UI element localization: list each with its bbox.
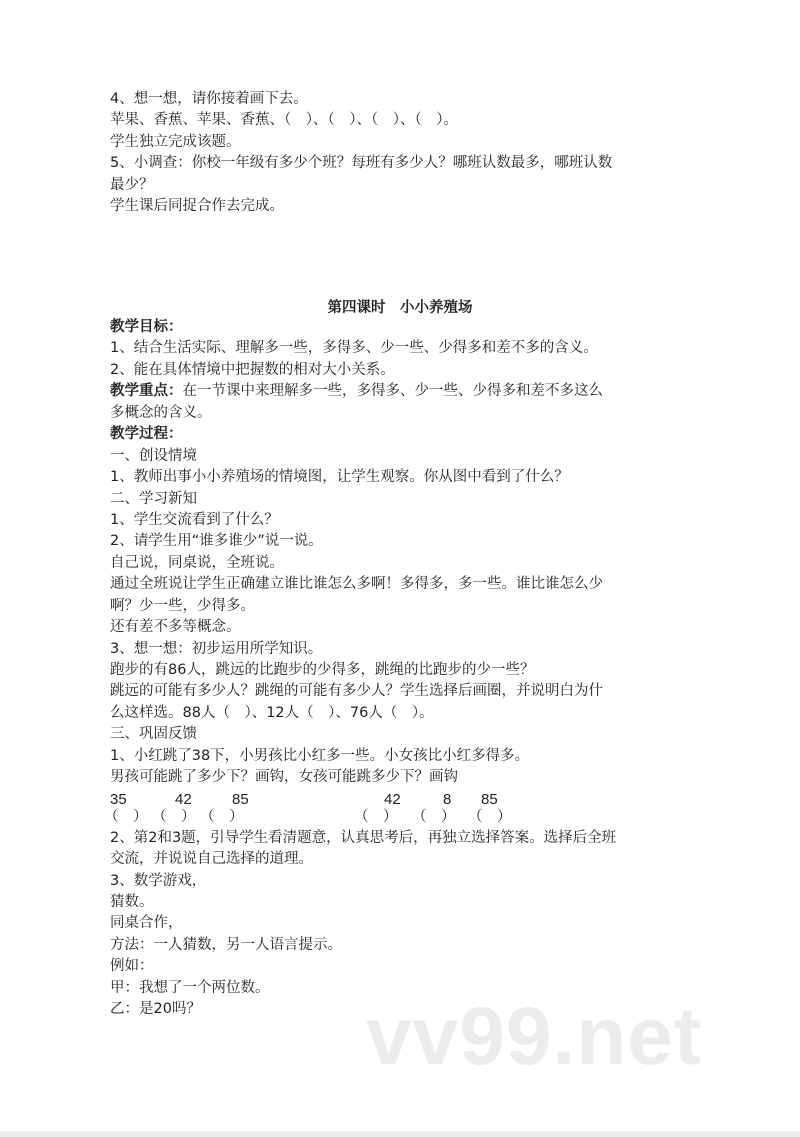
text-line: 乙：是20吗？ <box>110 1001 201 1018</box>
text-line: 自己说，同桌说，全班说。 <box>110 554 284 571</box>
answer-blank: （ ） <box>200 808 244 825</box>
text-line: 3、想一想：初步运用所学知识。 <box>110 640 323 657</box>
text-line: 三、巩固反馈 <box>110 726 197 743</box>
answer-blank: （ ） <box>412 808 456 825</box>
girl-option: 8 <box>443 790 452 808</box>
text-line: 2、请学生用“谁多谁少”说一说。 <box>110 533 323 550</box>
focus-heading: 教学重点： <box>110 383 183 400</box>
text-line: 学生独立完成该题。 <box>110 133 241 150</box>
number-options-row <box>110 789 700 807</box>
answer-blank: （ ） <box>468 808 512 825</box>
text-line: 2、第2和3题，引导学生看清题意，认真思考后，再独立选择答案。选择后全班 <box>110 829 617 846</box>
boy-option: 85 <box>232 790 249 808</box>
girl-option: 85 <box>481 790 498 808</box>
objectives-heading: 教学目标： <box>110 319 183 335</box>
focus-text: 在一节课中来理解多一些，多得多、少一些、少得多和差不多这么 <box>182 383 603 400</box>
text-line: 1、教师出事小小养殖场的情境图，让学生观察。你从图中看到了什么？ <box>110 469 569 486</box>
text-line: 1、学生交流看到了什么？ <box>110 511 279 528</box>
text-line: 跳远的可能有多少人？跳绳的可能有多少人？学生选择后画圈，并说明白为什 <box>110 683 603 700</box>
objective-item: 1、结合生活实际、理解多一些，多得多、少一些、少得多和差不多的含义。 <box>110 340 598 357</box>
text-line: 跑步的有86人，跳远的比跑步的少得多，跳绳的比跑步的少一些？ <box>110 662 535 678</box>
girl-option: 42 <box>384 790 401 808</box>
answer-blank: （ ） <box>104 808 148 825</box>
text-line: 5、小调查：你校一年级有多少个班？每班有多少人？哪班认数最多，哪班认数 <box>110 155 613 172</box>
page-bottom-edge <box>0 1131 800 1137</box>
text-line: 男孩可能跳了多少下？画钩，女孩可能跳多少下？画钩 <box>110 769 458 786</box>
text-line: 一、创设情境 <box>110 447 197 464</box>
text-line: 甲：我想了一个两位数。 <box>110 979 270 996</box>
text-line: 例如： <box>110 958 154 975</box>
text-line: 还有差不多等概念。 <box>110 619 241 636</box>
text-line: 二、学习新知 <box>110 490 197 507</box>
text-line: 1、小红跳了38下，小男孩比小红多一些。小女孩比小红多得多。 <box>110 747 530 764</box>
text-line: 么这样选。88人（ ）、12人（ ）、76人（ ）。 <box>110 704 434 721</box>
text-line: 交流，并说说自己选择的道理。 <box>110 851 313 868</box>
text-line: 同桌合作， <box>110 915 183 932</box>
answer-blanks-row <box>104 807 700 828</box>
text-line: 啊？少一些，少得多。 <box>110 597 255 614</box>
boy-option: 42 <box>175 790 192 808</box>
text-line: 多概念的含义。 <box>110 404 212 421</box>
text-line: 猜数。 <box>110 893 154 910</box>
objective-item: 2、能在具体情境中把握数的相对大小关系。 <box>110 361 395 378</box>
previous-section <box>110 89 700 218</box>
answer-blank: （ ） <box>152 808 196 825</box>
text-line: 苹果、香蕉、苹果、香蕉、（ ）、（ ）、（ ）、（ ）。 <box>110 112 458 129</box>
text-line: 方法：一人猜数，另一人语言提示。 <box>110 936 342 953</box>
boy-option: 35 <box>110 790 127 808</box>
text-line: 通过全班说让学生正确建立谁比谁怎么多啊！多得多，多一些。谁比谁怎么少 <box>110 576 603 593</box>
watermark: vv99.net <box>366 991 703 1082</box>
text-line: 3、数学游戏， <box>110 872 207 889</box>
text-line: 4、想一想，请你接着画下去。 <box>110 91 308 107</box>
lesson-title: 第四课时 小小养殖场 <box>327 300 473 316</box>
answer-blank: （ ） <box>354 808 398 825</box>
text-line: 学生课后同捉合作去完成。 <box>110 198 284 215</box>
lesson-body <box>104 317 700 1021</box>
focus-line <box>110 381 700 402</box>
text-line: 最少？ <box>110 176 154 193</box>
process-heading: 教学过程： <box>110 426 183 443</box>
